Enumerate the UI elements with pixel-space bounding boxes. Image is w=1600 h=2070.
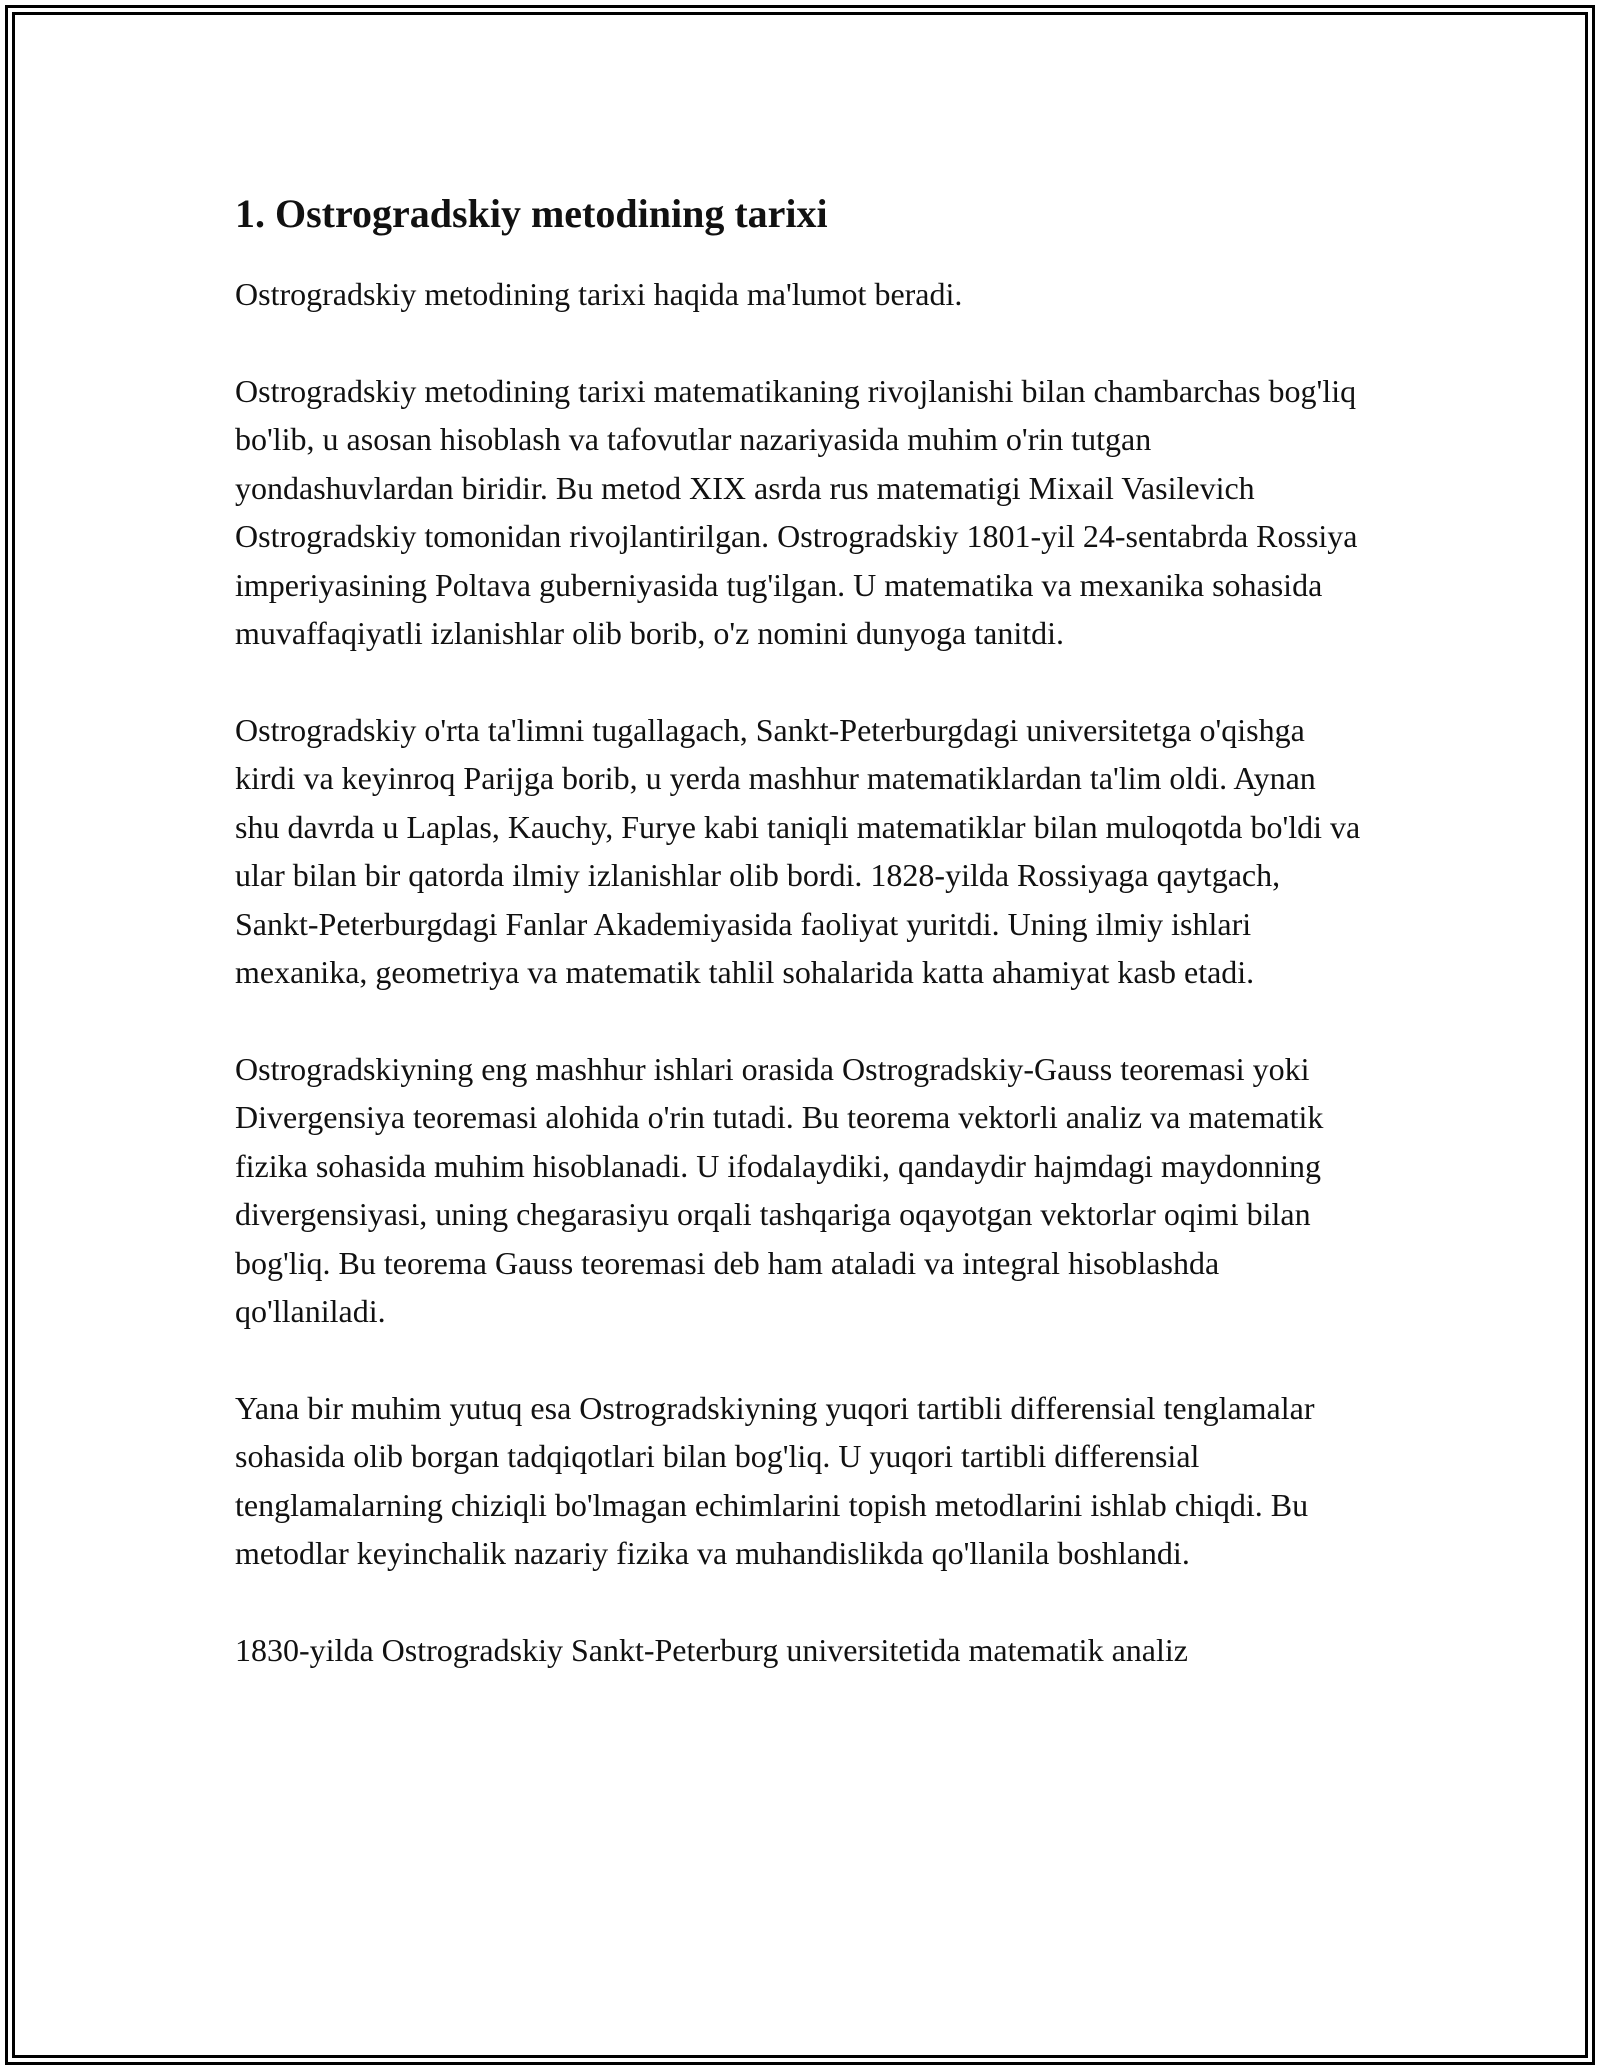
paragraph-university: 1830-yilda Ostrogradskiy Sankt-Peterburg universitetida matematik analiz [235, 1631, 1188, 1668]
document-body [235, 188, 1365, 1722]
paragraph-divergence-theorem: Ostrogradskiyning eng mashhur ishlari orasida Ostrogradskiy-Gauss teoremasi yoki Divergensiya teoremasi alohida o'rin tutadi. Bu teorema vektorli analiz va matematik fizika sohasida muhim hisoblanadi. U ifodalaydiki, qandaydir hajmdagi maydonning divergensiyasi, uning chegarasiyu orqali tashqariga oqayotgan vektorlar oqimi bilan bog'liq. Bu teorema Gauss teoremasi deb ham ataladi va integral hisoblashda qo'llaniladi. [235, 1050, 1324, 1329]
paragraph-education: Ostrogradskiy o'rta ta'limni tugallagach, Sankt-Peterburgdagi universitetga o'qishga kirdi va keyinroq Parijga borib, u yerda mashhur matematiklardan ta'lim oldi. Aynan shu davrda u Laplas, Kauchy, Furye kabi taniqli matematiklar bilan muloqotda bo'ldi va ular bilan bir qatorda ilmiy izlanishlar olib bordi. 1828-yilda Rossiyaga qaytgach, Sankt-Peterburgdagi Fanlar Akademiyasida faoliyat yuritdi. Uning ilmiy ishlari mexanika, geometriya va matematik tahlil sohalarida katta ahamiyat kasb etadi. [235, 711, 1361, 990]
paragraph-differential-equations: Yana bir muhim yutuq esa Ostrogradskiyning yuqori tartibli differensial tenglamalar sohasida olib borgan tadqiqotlari bilan bog'liq. U yuqori tartibli differensial tenglamalarning chiziqli bo'lmagan echimlarini topish metodlarini ishlab chiqdi. Bu metodlar keyinchalik nazariy fizika va muhandislikda qo'llanila boshlandi. [235, 1389, 1315, 1571]
section-heading: 1. Ostrogradskiy metodining tarixi [235, 191, 828, 236]
intro-paragraph: Ostrogradskiy metodining tarixi haqida ma'lumot beradi. [235, 276, 963, 312]
paragraph-biography: Ostrogradskiy metodining tarixi matematikaning rivojlanishi bilan chambarchas bog'liq bo'lib, u asosan hisoblash va tafovutlar nazariyasida muhim o'rin tutgan yondashuvlardan biridir. Bu metod XIX asrda rus matematigi Mixail Vasilevich Ostrogradskiy tomonidan rivojlantirilgan. Ostrogradskiy 1801-yil 24-sentabrda Rossiya imperiyasining Poltava guberniyasida tug'ilgan. U matematika va mexanika sohasida muvaffaqiyatli izlanishlar olib borib, o'z nomini dunyoga tanitdi. [235, 372, 1358, 651]
